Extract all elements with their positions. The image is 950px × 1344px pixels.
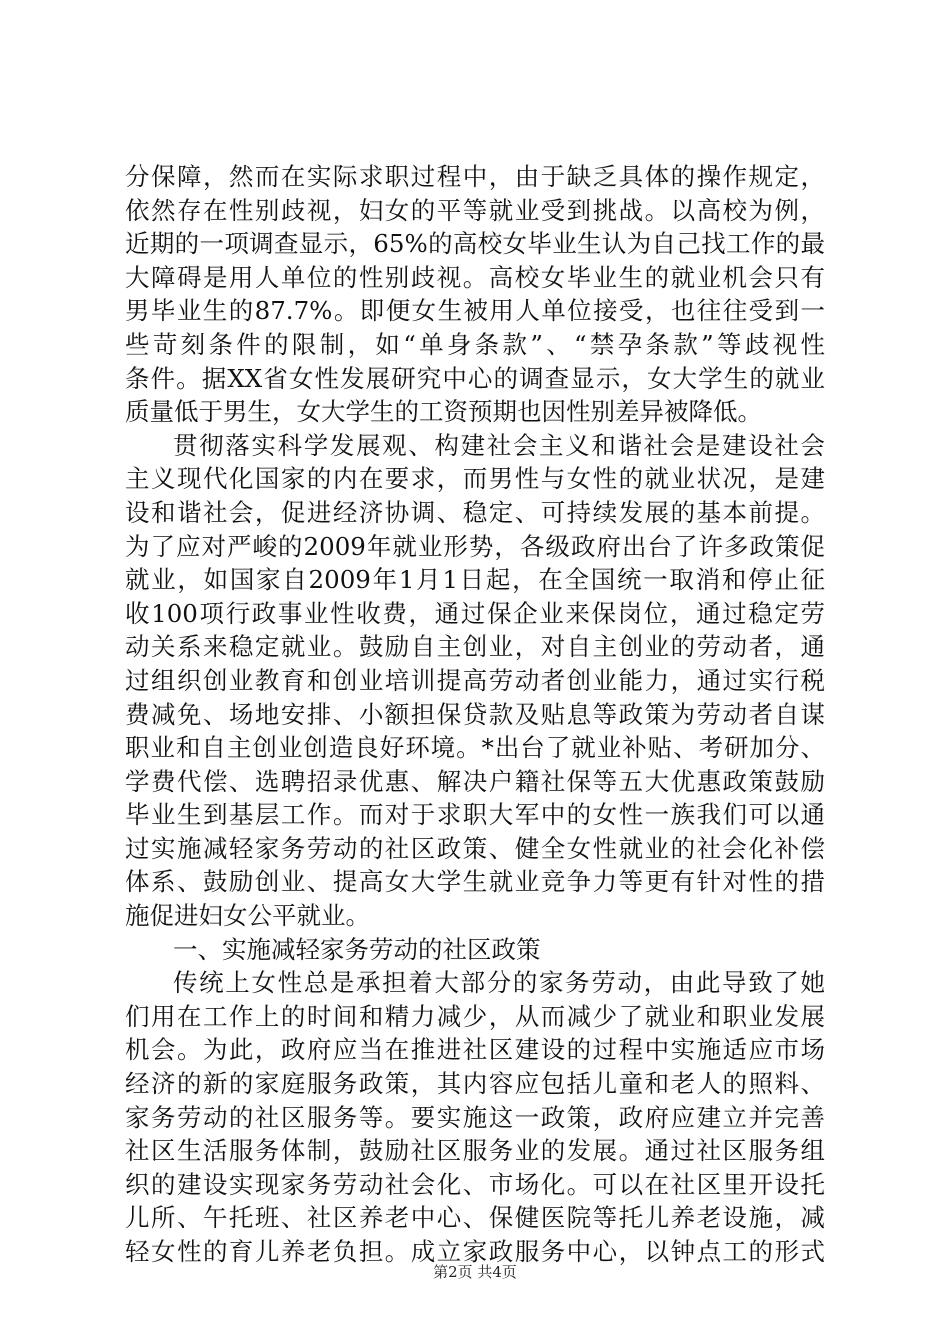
text-line: 过组织创业教育和创业培训提高劳动者创业能力，通过实行税 bbox=[125, 665, 825, 695]
paragraph bbox=[125, 966, 825, 1268]
text-line: 织的建设实现家务劳动社会化、市场化。可以在社区里开设托 bbox=[125, 1169, 825, 1199]
text-line: 轻女性的育儿养老负担。成立家政服务中心，以钟点工的形式 bbox=[125, 1237, 825, 1266]
text-line: 毕业生到基层工作。而对于求职大军中的女性一族我们可以通 bbox=[125, 800, 825, 830]
text-line: 们用在工作上的时间和精力减少，从而减少了就业和职业发展 bbox=[125, 1001, 825, 1031]
text-line: 家务劳动的社区服务等。要实施这一政策，政府应建立并完善 bbox=[125, 1102, 825, 1132]
section-heading-text: 一、实施减轻家务劳动的社区政策 bbox=[173, 934, 541, 964]
text-line: 动关系来稳定就业。鼓励自主创业，对自主创业的劳动者，通 bbox=[125, 632, 825, 662]
text-line: 大障碍是用人单位的性别歧视。高校女毕业生的就业机会只有 bbox=[125, 262, 825, 292]
text-line: 传统上女性总是承担着大部分的家务劳动，由此导致了她 bbox=[173, 968, 825, 998]
text-line: 收100项行政事业性收费，通过保企业来保岗位，通过稳定劳 bbox=[125, 598, 825, 628]
text-line: 条件。据XX省女性发展研究中心的调查显示，女大学生的就业 bbox=[125, 363, 825, 393]
document-body bbox=[125, 160, 825, 1269]
text-line: 主义现代化国家的内在要求，而男性与女性的就业状况，是建 bbox=[125, 464, 825, 494]
paragraph bbox=[125, 429, 825, 933]
text-line: 体系、鼓励创业、提高女大学生就业竞争力等更有针对性的措 bbox=[125, 867, 825, 897]
text-line: 费减免、场地安排、小额担保贷款及贴息等政策为劳动者自谋 bbox=[125, 699, 825, 729]
text-line: 社区生活服务体制，鼓励社区服务业的发展。通过社区服务组 bbox=[125, 1136, 825, 1166]
text-line: 施促进妇女公平就业。 bbox=[125, 901, 370, 931]
text-line: 分保障，然而在实际求职过程中，由于缺乏具体的操作规定， bbox=[125, 162, 825, 191]
text-line: 过实施减轻家务劳动的社区政策、健全女性就业的社会化补偿 bbox=[125, 833, 825, 863]
text-line: 贯彻落实科学发展观、构建社会主义和谐社会是建设社会 bbox=[173, 430, 825, 460]
text-line: 男毕业生的87.7%。即便女生被用人单位接受，也往往受到一 bbox=[125, 296, 825, 326]
text-line: 为了应对严峻的2009年就业形势，各级政府出台了许多政策促 bbox=[125, 531, 825, 561]
text-line: 机会。为此，政府应当在推进社区建设的过程中实施适应市场 bbox=[125, 1035, 825, 1065]
text-line: 质量低于男生，女大学生的工资预期也因性别差异被降低。 bbox=[125, 397, 762, 427]
section-heading bbox=[125, 933, 825, 967]
text-line: 学费代偿、选聘招录优惠、解决户籍社保等五大优惠政策鼓励 bbox=[125, 766, 825, 796]
text-line: 依然存在性别歧视，妇女的平等就业受到挑战。以高校为例， bbox=[125, 195, 825, 225]
text-line: 职业和自主创业创造良好环境。*出台了就业补贴、考研加分、 bbox=[125, 733, 825, 763]
text-line: 儿所、午托班、社区养老中心、保健医院等托儿养老设施，减 bbox=[125, 1203, 825, 1233]
text-line: 近期的一项调查显示，65%的高校女毕业生认为自己找工作的最 bbox=[125, 229, 825, 259]
text-line: 设和谐社会，促进经济协调、稳定、可持续发展的基本前提。 bbox=[125, 497, 825, 527]
page-number: 第2页 共4页 bbox=[433, 1263, 517, 1281]
text-line: 就业，如国家自2009年1月1日起，在全国统一取消和停止征 bbox=[125, 565, 825, 595]
text-line: 经济的新的家庭服务政策，其内容应包括儿童和老人的照料、 bbox=[125, 1069, 825, 1099]
page-footer bbox=[0, 1262, 950, 1282]
paragraph bbox=[125, 160, 825, 429]
text-line: 些苛刻条件的限制，如“单身条款”、“禁孕条款”等歧视性 bbox=[125, 329, 825, 359]
